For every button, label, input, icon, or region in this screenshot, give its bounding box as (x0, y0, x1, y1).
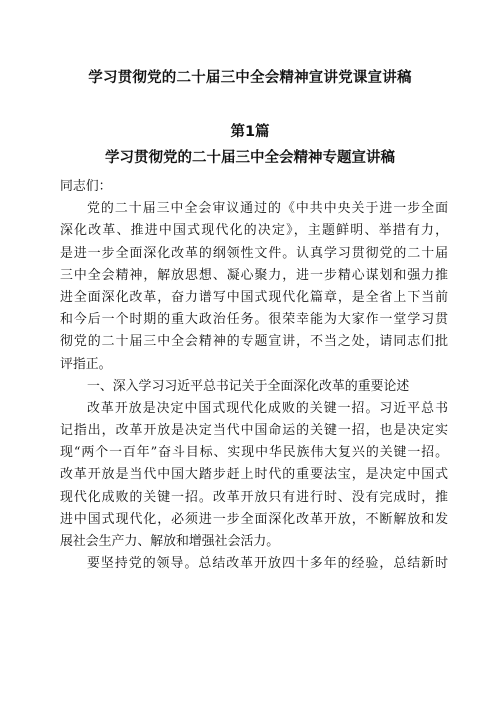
paragraph-line: 彻党的二十届三中全会精神的专题宣讲，不当之处，请同志们批 (60, 334, 448, 350)
paragraph-line: 现“两个一百年”奋斗目标、实现中华民族伟大复兴的关键一招。 (60, 445, 448, 461)
document-title: 学习贯彻党的二十届三中全会精神宣讲党课宣讲稿 (88, 70, 412, 86)
section-heading-1 (60, 376, 448, 398)
paragraph-line: 改革开放是当代中国大踏步赶上时代的重要法宝，是决定中国式 (60, 467, 448, 483)
paragraph-line: 现代化成败的关键一招。改革开放只有进行时、没有完成时，推 (60, 489, 448, 505)
section-heading-line: 一、深入学习习近平总书记关于全面深化改革的重要论述 (87, 378, 410, 394)
paragraph-intro (60, 198, 448, 376)
paragraph-line: 进中国式现代化，必须进一步全面深化改革开放，不断解放和发 (60, 511, 448, 527)
part-title: 学习贯彻党的二十届三中全会精神专题宣讲稿 (105, 150, 395, 166)
paragraph-line: 三中全会精神，解放思想、凝心聚力，进一步精心谋划和强力推 (60, 267, 448, 283)
paragraph-line: 要坚持党的领导。总结改革开放四十多年的经验，总结新时 (87, 556, 448, 572)
paragraph-line: 评指正。 (60, 356, 112, 372)
document-body (60, 176, 448, 575)
paragraph-line: 党的二十届三中全会审议通过的《中共中央关于进一步全面 (87, 201, 448, 217)
paragraph-line: 进全面深化改革，奋力谱写中国式现代化篇章，是全省上下当前 (60, 289, 448, 305)
paragraph-party-leadership (60, 553, 448, 575)
paragraph-line: 是进一步全面深化改革的纲领性文件。认真学习贯彻党的二十届 (60, 245, 448, 261)
paragraph-line: 和今后一个时期的重大政治任务。很荣幸能为大家作一堂学习贯 (60, 312, 448, 328)
paragraph-reform (60, 398, 448, 553)
salutation: 同志们： (60, 179, 112, 194)
paragraph-line: 深化改革、推进中国式现代化的决定》，主题鲜明、举措有力， (60, 223, 448, 239)
paragraph-line: 展社会生产力、解放和增强社会活力。 (60, 534, 280, 549)
paragraph-line: 改革开放是决定中国式现代化成败的关键一招。习近平总书 (87, 400, 448, 416)
paragraph-line: 记指出，改革开放是决定当代中国命运的关键一招，也是决定实 (60, 423, 448, 439)
part-label: 第1篇 (230, 124, 270, 140)
